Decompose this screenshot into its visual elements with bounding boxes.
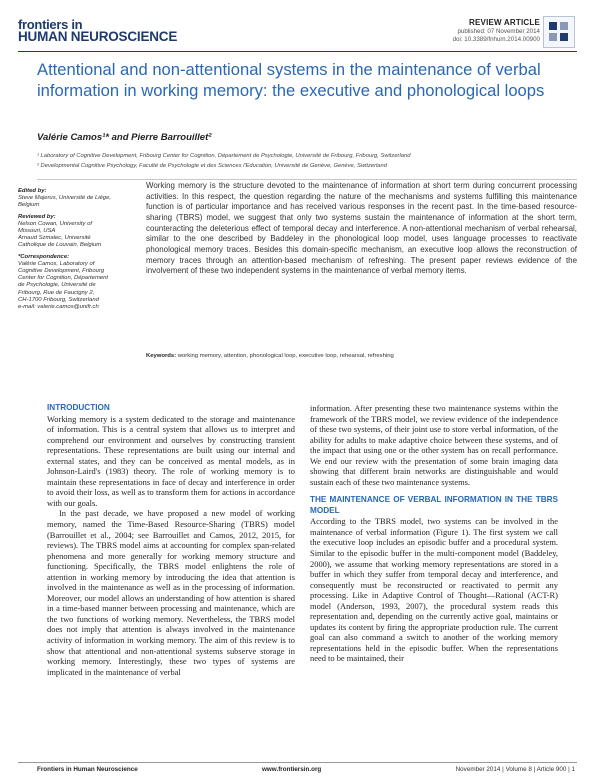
intro-paragraph-3: information. After presenting these two maintenance systems within the framework of the TBRS model, we review evidence of the independence of these two systems, of their joint use to store verbal information, of the ability for adults to make adaptive choice between these systems, and of the impact that using one or the other system has on recall performance. We end our review with the presentation of some brain imaging data showing that different brain networks are distinguishable and would sustain each of these two maintenance systems. bbox=[310, 403, 558, 487]
article-type: REVIEW ARTICLE bbox=[469, 18, 540, 27]
section-heading-introduction: INTRODUCTION bbox=[47, 403, 110, 412]
intro-paragraph-2: In the past decade, we have proposed a new model of working memory, named the Time-Based Resource-Sharing (TBRS) model (Barrouillet et al., 2004; see Barrouillet and Camos, 2012, 2015, for reviews). The TBRS model aims at accounting for complex span-related phenomena and more generally for working memory structure and functioning. Specifically, the TBRS model enlightens the role of attention in working memory by introducing the idea that attention is involved in the maintenance as well as in the processing of information. Moreover, our model allows an understanding of how attention is shared in a time-based manner between processing and maintenance, which are the two functions of working memory. Nevertheless, the TBRS model does not imply that attention is always involved in the maintenance activity of information in working memory. The aim of this review is to show that attentional and non-attentional systems subserve storage in working memory. Interestingly, these two types of systems are implicated in the maintenance of verbal bbox=[47, 508, 295, 677]
crossmark-icon[interactable] bbox=[543, 16, 575, 48]
footer-website-link[interactable]: www.frontiersin.org bbox=[262, 766, 322, 773]
editorial-sidebar bbox=[18, 188, 138, 311]
correspondence-text: Valérie Camos, Laboratory of Cognitive Development, Fribourg Center for Cognition, Département de Psychologie, Université de Fribourg, Rue de Faucigny 2, CH-1700 Fribourg, Switzerland e-mail: valerie.camos@unifr.ch bbox=[18, 260, 109, 311]
correspondence-label: *Correspondence: bbox=[18, 253, 70, 260]
section-heading-maintenance: THE MAINTENANCE OF VERBAL INFORMATION IN THE TBRS MODEL bbox=[310, 495, 558, 515]
affiliation-2: ² Developmental Cognitive Psychology, Faculté de Psychologie et des Sciences l'Education, Université de Genève, Genève, Switzerland bbox=[37, 163, 387, 169]
reviewed-by-text: Nelson Cowan, University of Missouri, USA Arnaud Szmalec, Université Catholique de Louvain, Belgium bbox=[18, 220, 102, 249]
authors: Valérie Camos¹* and Pierre Barrouillet² bbox=[37, 132, 212, 143]
abstract: Working memory is the structure devoted to the maintenance of information at short term during concurrent processing activities. In this respect, the question regarding the nature of the mechanisms and systems fulfilling this maintenance function is of particular importance and has received various responses in the recent past. In the time-based resource-sharing (TBRS) model, we suggest that only two systems sustain the maintenance of information at the short term, counteracting the deleterious effect of temporal decay and interference. A non-attentional mechanism of verbal rehearsal, similar to the one described by Baddeley in the phonological loop model, uses language processes to reactivate phonological memory traces. Besides this domain-specific mechanism, an executive loop allows the reconstruction of memory traces through an attention-based mechanism of refreshing. The present paper reviews evidence of the involvement of these two independent systems in the maintenance of verbal memory items. bbox=[146, 181, 577, 276]
keywords bbox=[146, 353, 577, 359]
published-date: published: 07 November 2014 bbox=[457, 28, 540, 35]
edited-by-label: Edited by: bbox=[18, 188, 47, 194]
affiliation-rule bbox=[37, 179, 577, 180]
article-meta bbox=[453, 18, 540, 44]
footer-rule bbox=[18, 762, 577, 763]
header-rule bbox=[18, 51, 577, 52]
doi-link[interactable]: doi: 10.3389/fnhum.2014.00900 bbox=[452, 36, 540, 43]
footer-journal: Frontiers in Human Neuroscience bbox=[37, 766, 138, 773]
article-title: Attentional and non-attentional systems in the maintenance of verbal information in working memory: the executive and phonological loops bbox=[37, 60, 545, 100]
reviewed-by-label: Reviewed by: bbox=[18, 213, 56, 220]
right-column bbox=[310, 403, 558, 664]
journal-name-line2: HUMAN NEUROSCIENCE bbox=[18, 29, 178, 44]
maintenance-paragraph-1: According to the TBRS model, two systems can be involved in the maintenance of verbal information (Figure 1). The first system we call the executive loop includes an episodic buffer and a procedural system. Similar to the episodic buffer in the multi-component model (Baddeley, 2000), we assume that working memory representations are stored in a buffer in which they suffer from temporal decay and interference, and consequently must be reconstructed or reactivated to permit any processing. Like in Adaptive Control of Thought—Rational (ACT-R) model (Anderson, 1993, 2007), the procedural system reads this representation and, depending on the currently active goal, maintains or updates its content by firing the appropriate production rule. The current goal can also command a switch to another of the working memory representations held in the episodic buffer. When the representations need to be maintained, their bbox=[310, 516, 558, 664]
keywords-text: working memory, attention, phonological loop, executive loop, rehearsal, refreshing bbox=[177, 353, 394, 359]
intro-paragraph-1: Working memory is a system dedicated to the storage and maintenance of information. This is a central system that allows us to interpret and comprehend our environment and ourselves by constructing transient representations. These representations are built using our internal and external states, and they can be conceived as mental models, as in Johnson-Laird's (1983) theory. The role of working memory is to maintain these representations in face of decay and interference in order to avoid their loss, as well as to transform them for actions in accordance with our goals. bbox=[47, 413, 295, 508]
keywords-label: Keywords: bbox=[146, 353, 177, 359]
edited-by-text: Steve Majerus, Université de Liège, Belgium bbox=[18, 195, 111, 209]
journal-name-line1: frontiers in bbox=[18, 17, 83, 32]
left-column bbox=[47, 403, 295, 677]
affiliation-1: ¹ Laboratory of Cognitive Development, Fribourg Center for Cognition, Département de Psychologie, Université de Fribourg, Fribourg, Switzerland bbox=[37, 153, 411, 159]
footer-volume-info: November 2014 | Volume 8 | Article 900 | 1 bbox=[455, 766, 575, 773]
